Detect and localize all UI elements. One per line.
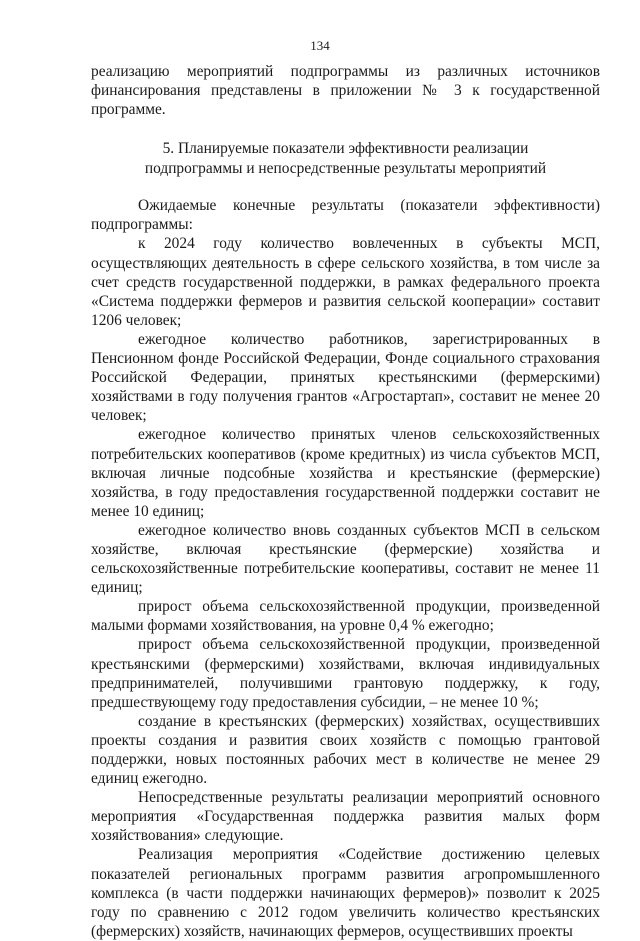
section-heading-line-1: 5. Планируемые показатели эффективности реализации [162, 140, 529, 158]
paragraph-indicator-new-msp: ежегодное количество вновь созданных субъектов МСП в сельском хозяйстве, включая крестьянские (фермерские) хозяйства и сельскохозяйственные потребительские кооперативы, составит не менее 11 единиц; [91, 521, 600, 597]
paragraph-indicator-workers: ежегодное количество работников, зарегистрированных в Пенсионном фонде Российской Федерации, Фонде социального страхования Российской Федерации, принятых крестьянскими (фермерскими) хозяйствами в году получения грантов «Агростартап», составит не менее 20 человек; [91, 330, 600, 425]
section-heading-line-2: подпрограммы и непосредственные результаты мероприятий [144, 159, 547, 177]
document-body [91, 62, 600, 941]
intro-paragraph: реализацию мероприятий подпрограммы из различных источников финансирования представлены в приложении № 3 к государственной программе. [91, 63, 600, 119]
paragraph-expected-results: Ожидаемые конечные результаты (показатели эффективности) подпрограммы: [91, 197, 600, 234]
section-heading [91, 139, 600, 178]
paragraph-measure-implementation: Реализация мероприятия «Содействие достижению целевых показателей региональных программ развития агропромышленного комплекса (в части поддержки начинающих фермеров)» позволит к 2025 году по сравнению с 2012 годом увеличить количество крестьянских (фермерских) хозяйств, начинающих фермеров, осуществивших проекты [91, 846, 600, 940]
paragraph-indicator-coop-members: ежегодное количество принятых членов сельскохозяйственных потребительских кооперативов (кроме кредитных) из числа субъектов МСП, включая личные подсобные хозяйства и крестьянские (фермерские) хозяйства, в году предоставления государственной поддержки составит не менее 10 единиц; [91, 426, 600, 520]
page-number: 134 [310, 38, 330, 53]
paragraph-indicator-msp-2024: к 2024 году количество вовлеченных в субъекты МСП, осуществляющих деятельность в сфере сельского хозяйства, в том числе за счет средств государственной поддержки, в рамках федерального проекта «Система поддержки фермеров и развития сельской кооперации» составит 1206 человек; [91, 235, 600, 329]
paragraph-direct-results: Непосредственные результаты реализации мероприятий основного мероприятия «Государственная поддержка развития малых форм хозяйствования» следующие. [91, 789, 600, 845]
paragraph-indicator-farm-growth: прирост объема сельскохозяйственной продукции, произведенной крестьянскими (фермерскими) хозяйствами, включая индивидуальных предпринимателей, получившими грантовую поддержку, к году, предшествующему году предоставления субсидии, – не менее 10 %; [91, 636, 600, 711]
paragraph-indicator-jobs: создание в крестьянских (фермерских) хозяйствах, осуществивших проекты создания и развития своих хозяйств с помощью грантовой поддержки, новых постоянных рабочих мест в количестве не менее 29 единиц ежегодно. [91, 712, 600, 788]
paragraph-indicator-small-forms-growth: прирост объема сельскохозяйственной продукции, произведенной малыми формами хозяйствования, на уровне 0,4 % ежегодно; [91, 598, 600, 635]
